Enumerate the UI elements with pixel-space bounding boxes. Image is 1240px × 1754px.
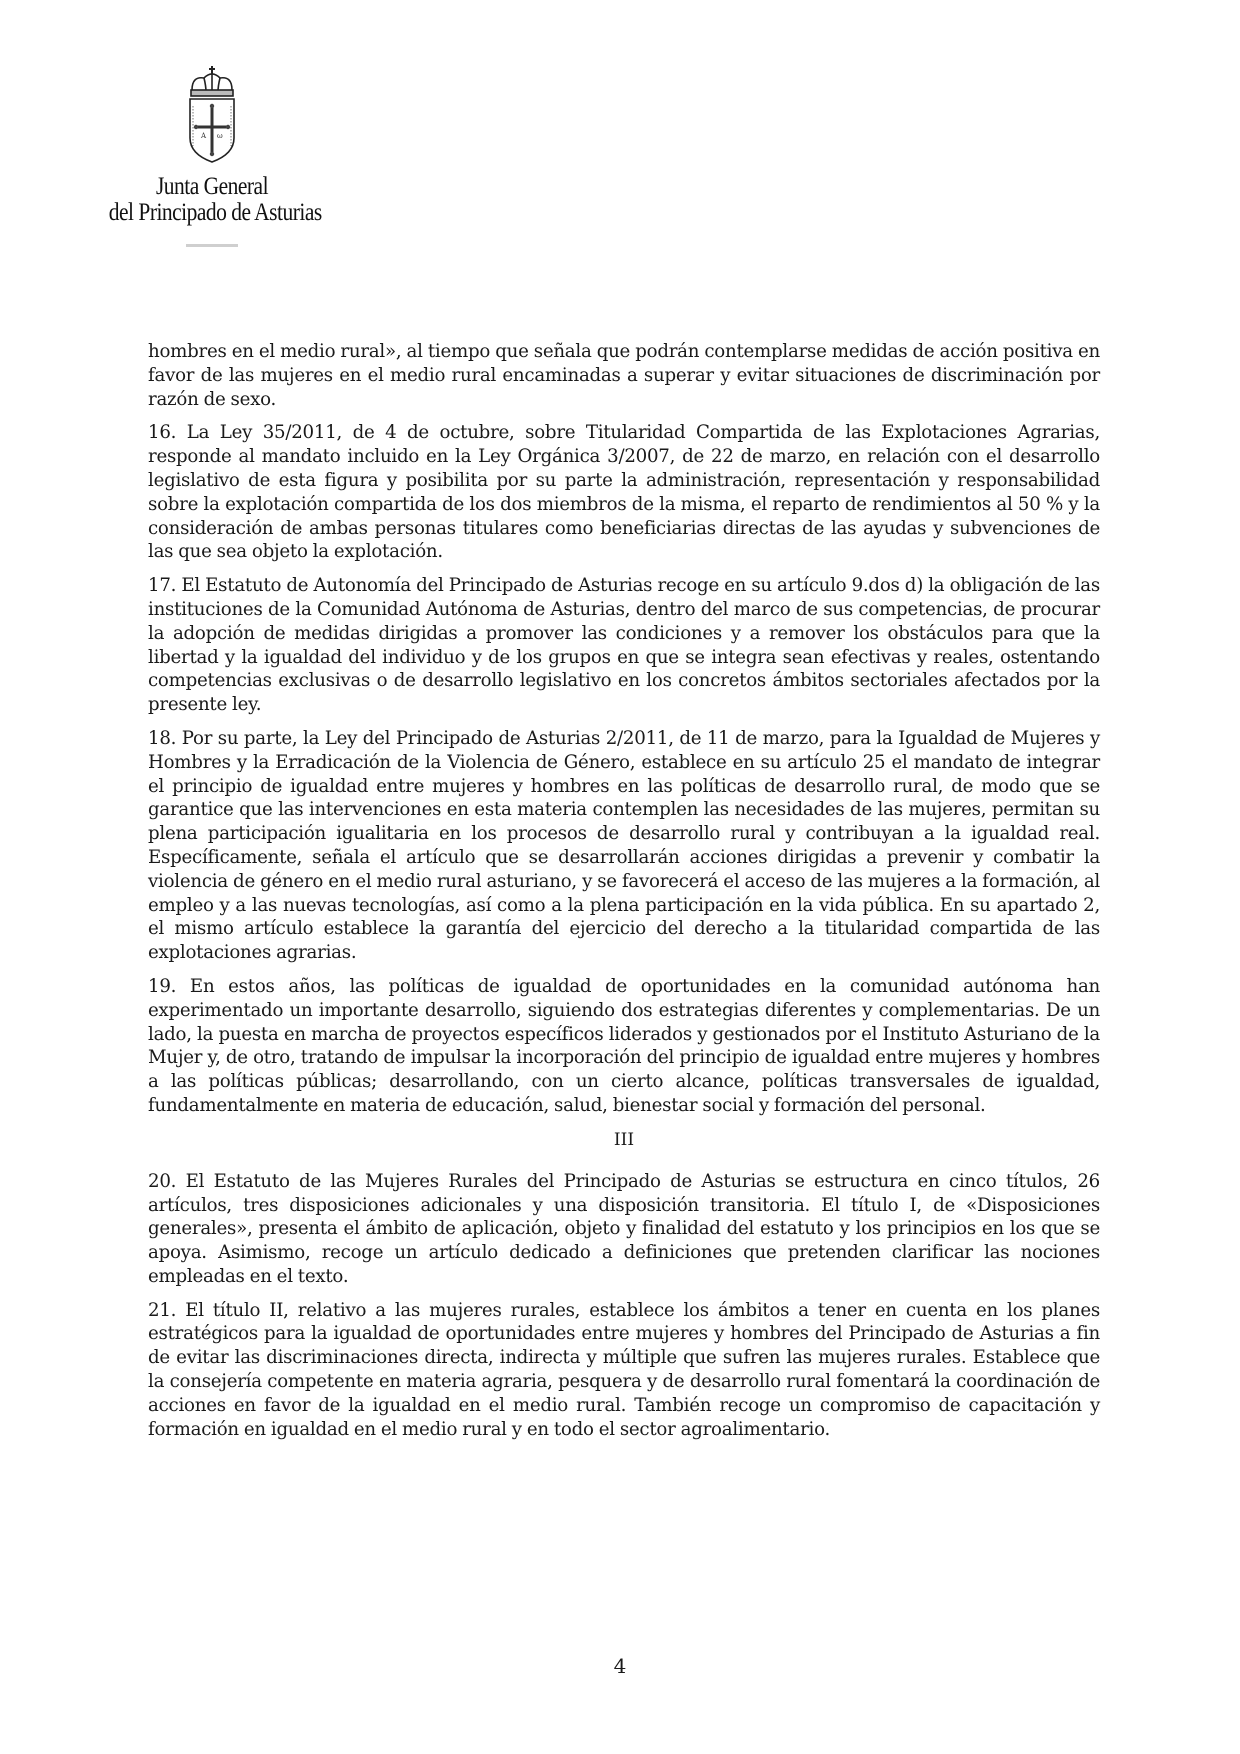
paragraph-continuation: hombres en el medio rural», al tiempo que señala que podrán contemplarse medidas de acción positiva en favor de las mujeres en el medio rural encaminadas a superar y evitar situaciones de discriminación por razón de sexo.: [148, 341, 1100, 410]
paragraph-20: 20. El Estatuto de las Mujeres Rurales del Principado de Asturias se estructura en cinco títulos, 26 artículos, tres disposiciones adicionales y una disposición transitoria. El título I, de «Disposiciones generales», presenta el ámbito de aplicación, objeto y finalidad del estatuto y los principios en los que se apoya. Asimismo, recoge un artículo dedicado a definiciones que pretenden clarificar las nociones empleadas en el texto.: [148, 1170, 1100, 1287]
paragraph-17: 17. El Estatuto de Autonomía del Principado de Asturias recoge en su artículo 9.dos d) la obligación de las instituciones de la Comunidad Autónoma de Asturias, dentro del marco de sus competencias, de procurar la adopción de medidas dirigidas a promover las condiciones y a remover los obstáculos para que la libertad y la igualdad del individuo y de los grupos en que se integra sean efectivas y reales, ostentando competencias exclusivas o de desarrollo legislativo en los concretos ámbitos sectoriales afectados por la presente ley.: [148, 575, 1100, 716]
svg-text:A: A: [201, 132, 207, 140]
section-heading: III: [613, 1129, 635, 1150]
institution-logo: [92, 66, 332, 247]
paragraph-16: 16. La Ley 35/2011, de 4 de octubre, sobre Titularidad Compartida de las Explotaciones Agrarias, responde al mandato incluido en la Ley Orgánica 3/2007, de 22 de marzo, en relación con el desarrollo legislativo de esta figura y posibilita por su parte la administración, representación y responsabilidad sobre la explotación compartida de los dos miembros de la misma, el reparto de rendimientos al 50 % y la consideración de ambas personas titulares como beneficiarias directas de las ayudas y subvenciones de las que sea objeto la explotación.: [148, 422, 1100, 563]
page-number: 4: [613, 1654, 627, 1678]
coat-of-arms-icon: [184, 66, 240, 166]
svg-text:ω: ω: [217, 132, 223, 140]
paragraph-18: 18. Por su parte, la Ley del Principado de Asturias 2/2011, de 11 de marzo, para la Igualdad de Mujeres y Hombres y la Erradicación de la Violencia de Género, establece en su artículo 25 el mandato de integrar el principio de igualdad entre mujeres y hombres en las políticas de desarrollo rural, de modo que se garantice que las intervenciones en esta materia contemplen las necesidades de las mujeres, permitan su plena participación igualitaria en los procesos de desarrollo rural y contribuyan a la igualdad real. Específicamente, señala el artículo que se desarrollarán acciones dirigidas a prevenir y combatir la violencia de género en el medio rural asturiano, y se favorecerá el acceso de las mujeres a la formación, al empleo y a las nuevas tecnologías, así como a la plena participación en la vida pública. En su apartado 2, el mismo artículo establece la garantía del ejercicio del derecho a la titularidad compartida de las explotaciones agrarias.: [148, 727, 1100, 964]
paragraph-19: 19. En estos años, las políticas de igualdad de oportunidades en la comunidad autónoma han experimentado un importante desarrollo, siguiendo dos estrategias diferentes y complementarias. De un lado, la puesta en marcha de proyectos específicos liderados y gestionados por el Instituto Asturiano de la Mujer y, de otro, tratando de impulsar la incorporación del principio de igualdad entre mujeres y hombres a las políticas públicas; desarrollando, con un cierto alcance, políticas transversales de igualdad, fundamentalmente en materia de educación, salud, bienestar social y formación del personal.: [148, 975, 1100, 1116]
org-name-line2: del Principado de Asturias: [108, 199, 322, 226]
paragraph-21: 21. El título II, relativo a las mujeres rurales, establece los ámbitos a tener en cuenta en los planes estratégicos para la igualdad de oportunidades entre mujeres y hombres del Principado de Asturias a fin de evitar las discriminaciones directa, indirecta y múltiple que sufren las mujeres rurales. Establece que la consejería competente en materia agraria, pesquera y de desarrollo rural fomentará la coordinación de acciones en favor de la igualdad en el medio rural. También recoge un compromiso de capacitación y formación en igualdad en el medio rural y en todo el sector agroalimentario.: [148, 1299, 1100, 1440]
logo-divider: [186, 244, 238, 247]
document-body: [148, 340, 1100, 1451]
org-name-line1: Junta General: [155, 173, 269, 200]
